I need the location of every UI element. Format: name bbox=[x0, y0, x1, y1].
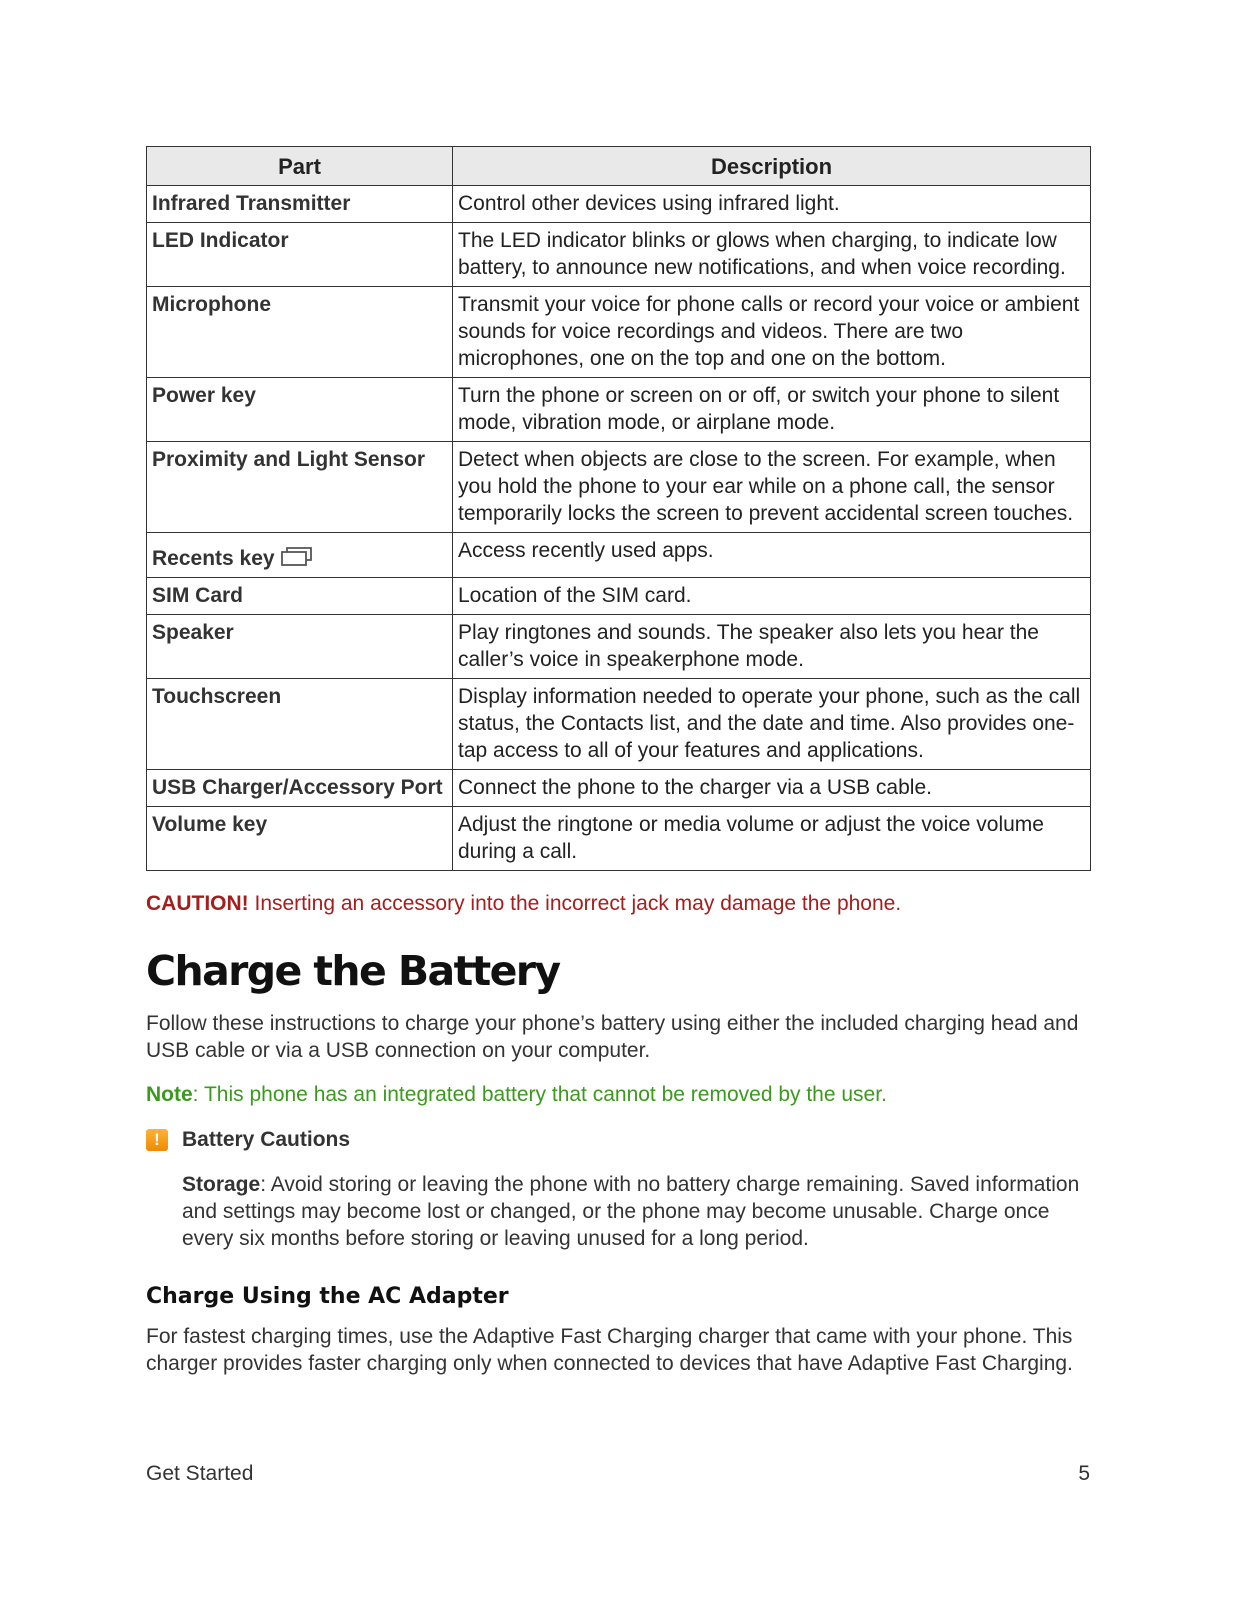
storage-caution bbox=[182, 1171, 1090, 1252]
part-description: Detect when objects are close to the screen. For example, when you hold the phone to your ear while on a phone call, the sensor temporarily locks the screen to prevent accidental screen touches. bbox=[453, 442, 1091, 533]
header-description: Description bbox=[453, 147, 1091, 186]
storage-label: Storage bbox=[182, 1173, 261, 1196]
footer-page-number: 5 bbox=[1078, 1462, 1090, 1485]
table-row bbox=[147, 287, 1091, 378]
part-description: Play ringtones and sounds. The speaker also lets you hear the caller’s voice in speakerphone mode. bbox=[453, 615, 1091, 679]
footer-chapter: Get Started bbox=[146, 1462, 254, 1485]
battery-cautions-heading bbox=[146, 1126, 1090, 1153]
note-text: : This phone has an integrated battery that cannot be removed by the user. bbox=[192, 1083, 887, 1106]
page-footer bbox=[146, 1462, 1090, 1486]
part-description: Transmit your voice for phone calls or record your voice or ambient sounds for voice recordings and videos. There are two microphones, one on the top and one on the bottom. bbox=[453, 287, 1091, 378]
part-description: The LED indicator blinks or glows when charging, to indicate low battery, to announce new notifications, and when voice recording. bbox=[453, 223, 1091, 287]
table-row bbox=[147, 615, 1091, 679]
part-name: Proximity and Light Sensor bbox=[147, 442, 453, 533]
table-row bbox=[147, 186, 1091, 223]
part-description: Location of the SIM card. bbox=[453, 578, 1091, 615]
part-description: Access recently used apps. bbox=[453, 533, 1091, 578]
part-name: Power key bbox=[147, 378, 453, 442]
part-name: SIM Card bbox=[147, 578, 453, 615]
part-name: USB Charger/Accessory Port bbox=[147, 770, 453, 807]
battery-cautions-title: Battery Cautions bbox=[182, 1128, 351, 1151]
table-row bbox=[147, 378, 1091, 442]
table-row bbox=[147, 442, 1091, 533]
table-row bbox=[147, 533, 1091, 578]
part-description: Turn the phone or screen on or off, or switch your phone to silent mode, vibration mode, or airplane mode. bbox=[453, 378, 1091, 442]
part-name: Touchscreen bbox=[147, 679, 453, 770]
part-name: Volume key bbox=[147, 807, 453, 871]
header-part: Part bbox=[147, 147, 453, 186]
section-title: Charge the Battery bbox=[146, 947, 560, 995]
table-row bbox=[147, 578, 1091, 615]
table-header-row bbox=[147, 147, 1091, 186]
part-name: Speaker bbox=[147, 615, 453, 679]
note bbox=[146, 1081, 1090, 1108]
storage-text: : Avoid storing or leaving the phone with no battery charge remaining. Saved information and settings may become lost or changed, or the phone may become unusable. Charge once every six months before storing or leaving unused for a long period. bbox=[182, 1173, 1080, 1250]
table-row bbox=[147, 679, 1091, 770]
page-content bbox=[146, 146, 1090, 1377]
part-name: Microphone bbox=[147, 287, 453, 378]
caution-notice bbox=[146, 890, 1090, 918]
part-description: Adjust the ringtone or media volume or adjust the voice volume during a call. bbox=[453, 807, 1091, 871]
table-row bbox=[147, 223, 1091, 287]
part-description: Connect the phone to the charger via a USB cable. bbox=[453, 770, 1091, 807]
caution-label: CAUTION! bbox=[146, 892, 249, 915]
caution-text: Inserting an accessory into the incorrect jack may damage the phone. bbox=[248, 892, 902, 915]
part-description: Control other devices using infrared light. bbox=[453, 186, 1091, 223]
part-description: Display information needed to operate your phone, such as the call status, the Contacts list, and the date and time. Also provides one-tap access to all of your features and applications. bbox=[453, 679, 1091, 770]
section-intro: Follow these instructions to charge your phone’s battery using either the included charging head and USB cable or via a USB connection on your computer. bbox=[146, 1012, 1079, 1062]
subsection-title: Charge Using the AC Adapter bbox=[146, 1284, 509, 1309]
note-label: Note bbox=[146, 1083, 193, 1106]
part-name: Recents key bbox=[152, 547, 275, 570]
table-row bbox=[147, 807, 1091, 871]
recents-icon bbox=[281, 545, 313, 567]
table-row bbox=[147, 770, 1091, 807]
subsection-text: For fastest charging times, use the Adaptive Fast Charging charger that came with your phone. This charger provides faster charging only when connected to devices that have Adaptive Fast Charging. bbox=[146, 1325, 1073, 1375]
part-name: Infrared Transmitter bbox=[147, 186, 453, 223]
part-name: LED Indicator bbox=[147, 223, 453, 287]
part-name-cell bbox=[147, 533, 453, 578]
parts-table bbox=[146, 146, 1091, 871]
warning-icon: ! bbox=[146, 1129, 168, 1151]
